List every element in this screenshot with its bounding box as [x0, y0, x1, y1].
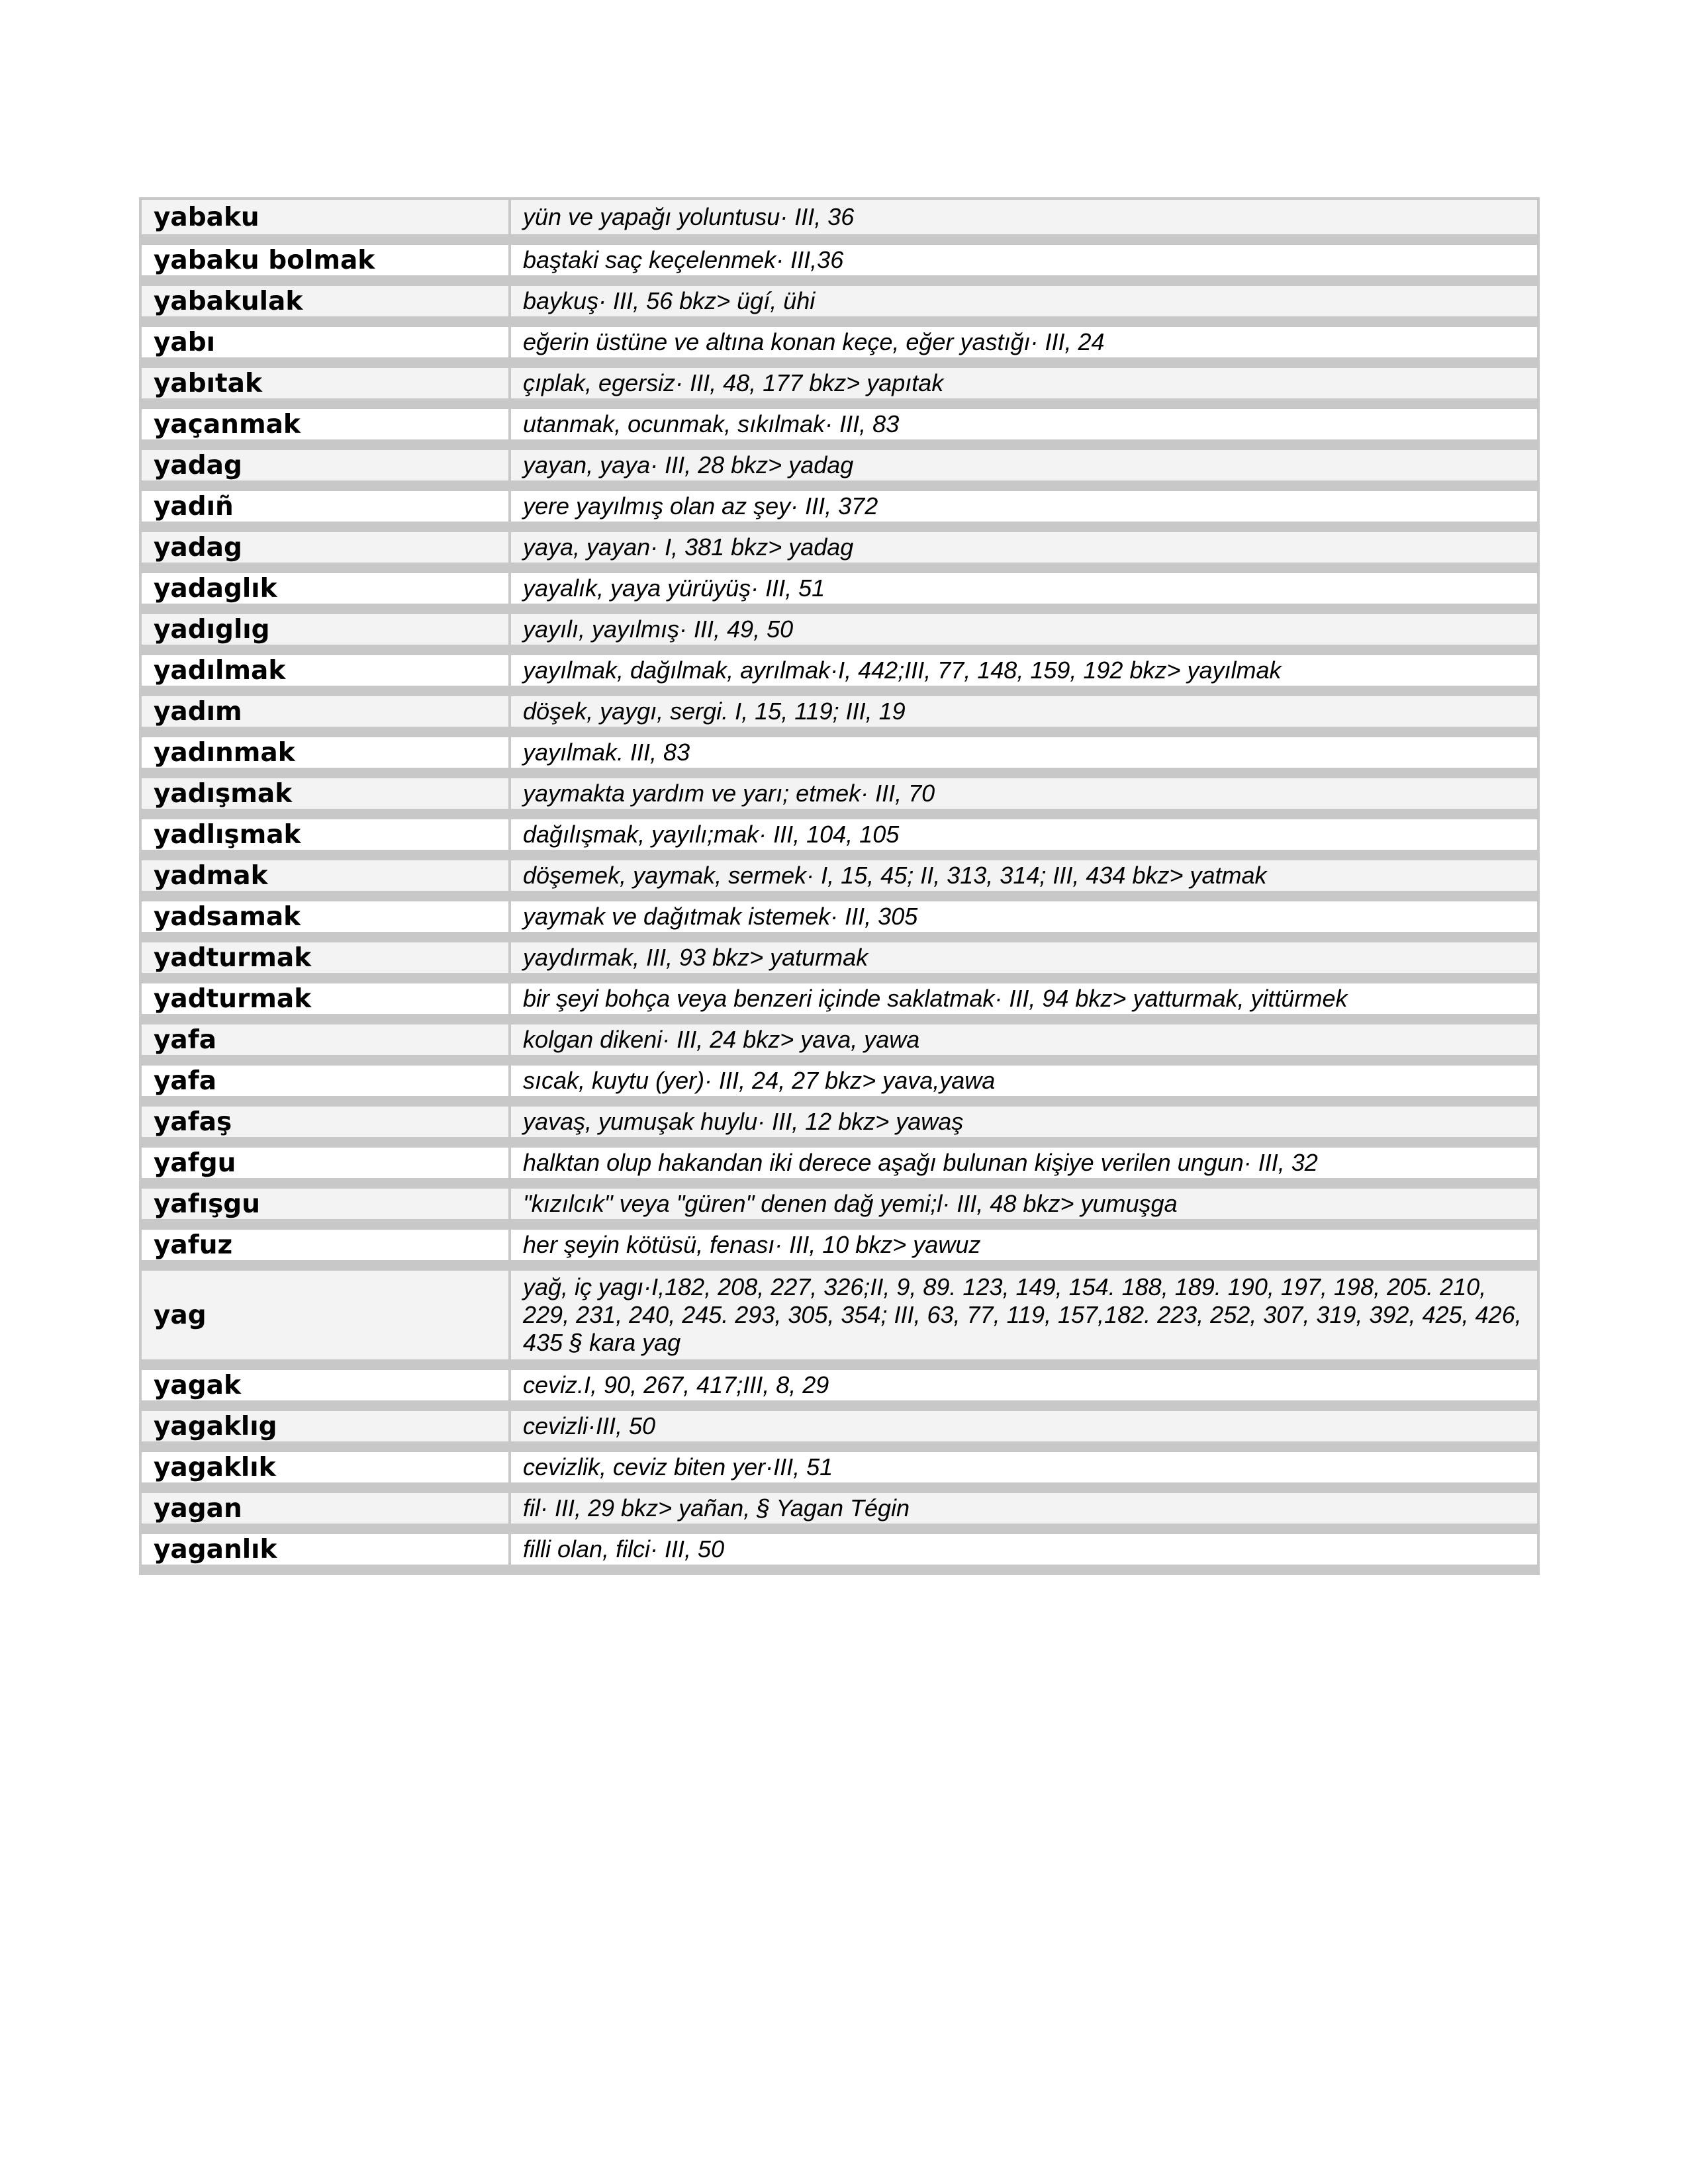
entry-term: yagaklıg: [140, 1406, 510, 1447]
entry-term: yafışgu: [140, 1183, 510, 1224]
table-row: [140, 1019, 1538, 1060]
entry-term: yag: [140, 1265, 510, 1365]
entry-term: yadılmak: [140, 650, 510, 691]
entry-term: yagan: [140, 1488, 510, 1529]
table-row: [140, 1101, 1538, 1142]
table-row: [140, 527, 1538, 568]
entry-term: yaçanmak: [140, 404, 510, 445]
entry-definition: döşek, yaygı, sergi. I, 15, 119; III, 19: [510, 691, 1538, 732]
entry-term: yafgu: [140, 1142, 510, 1183]
table-row: [140, 486, 1538, 527]
entry-definition: utanmak, ocunmak, sıkılmak· III, 83: [510, 404, 1538, 445]
table-row: [140, 1060, 1538, 1101]
table-row: [140, 1142, 1538, 1183]
entry-term: yafa: [140, 1060, 510, 1101]
entry-definition: döşemek, yaymak, sermek· I, 15, 45; II, 313, 314; III, 434 bkz> yatmak: [510, 855, 1538, 896]
entry-definition: "kızılcık" veya "güren" denen dağ yemi;l· III, 48 bkz> yumuşga: [510, 1183, 1538, 1224]
table-row: [140, 199, 1538, 240]
entry-term: yadlışmak: [140, 814, 510, 855]
table-row: [140, 281, 1538, 322]
entry-definition: eğerin üstüne ve altına konan keçe, eğer yastığı· III, 24: [510, 322, 1538, 363]
table-row: [140, 322, 1538, 363]
entry-term: yadışmak: [140, 773, 510, 814]
table-row: [140, 1529, 1538, 1570]
entry-definition: yavaş, yumuşak huylu· III, 12 bkz> yawaş: [510, 1101, 1538, 1142]
table-row: [140, 814, 1538, 855]
entry-term: yadmak: [140, 855, 510, 896]
entry-term: yadınmak: [140, 732, 510, 773]
entry-definition: baykuş· III, 56 bkz> ügí, ühi: [510, 281, 1538, 322]
entry-definition: yaydırmak, III, 93 bkz> yaturmak: [510, 937, 1538, 978]
entry-term: yadaglık: [140, 568, 510, 609]
entry-term: yagak: [140, 1365, 510, 1406]
entry-term: yabaku bolmak: [140, 240, 510, 281]
dictionary-table: [139, 197, 1540, 1575]
entry-definition: yaymakta yardım ve yarı; etmek· III, 70: [510, 773, 1538, 814]
entry-definition: yaya, yayan· I, 381 bkz> yadag: [510, 527, 1538, 568]
table-row: [140, 1488, 1538, 1529]
entry-definition: halktan olup hakandan iki derece aşağı bulunan kişiye verilen ungun· III, 32: [510, 1142, 1538, 1183]
entry-definition: yaymak ve dağıtmak istemek· III, 305: [510, 896, 1538, 937]
table-row: [140, 691, 1538, 732]
entry-definition: yayılı, yayılmış· III, 49, 50: [510, 609, 1538, 650]
entry-term: yadturmak: [140, 937, 510, 978]
entry-definition: fil· III, 29 bkz> yañan, § Yagan Tégin: [510, 1488, 1538, 1529]
entry-definition: çıplak, egersiz· III, 48, 177 bkz> yapıtak: [510, 363, 1538, 404]
table-row: [140, 609, 1538, 650]
entry-definition: bir şeyi bohça veya benzeri içinde saklatmak· III, 94 bkz> yatturmak, yittürmek: [510, 978, 1538, 1019]
table-row: [140, 937, 1538, 978]
entry-term: yagaklık: [140, 1447, 510, 1488]
table-row: [140, 1183, 1538, 1224]
entry-definition: ceviz.I, 90, 267, 417;III, 8, 29: [510, 1365, 1538, 1406]
table-row: [140, 1447, 1538, 1488]
table-row: [140, 773, 1538, 814]
entry-term: yaganlık: [140, 1529, 510, 1570]
entry-term: yafa: [140, 1019, 510, 1060]
table-row: [140, 1406, 1538, 1447]
entry-term: yadıñ: [140, 486, 510, 527]
entry-definition: her şeyin kötüsü, fenası· III, 10 bkz> yawuz: [510, 1224, 1538, 1265]
entry-term: yadag: [140, 445, 510, 486]
table-row: [140, 1224, 1538, 1265]
entry-term: yadıglıg: [140, 609, 510, 650]
entry-definition: yağ, iç yagı·I,182, 208, 227, 326;II, 9, 89. 123, 149, 154. 188, 189. 190, 197, 198, 205. 210, 229, 231, 240, 245. 293, 305, 354; III, 63, 77, 119, 157,182. 223, 252, 307, 319, 392, 425, 426, 435 § kara yag: [510, 1265, 1538, 1365]
entry-definition: cevizlik, ceviz biten yer·III, 51: [510, 1447, 1538, 1488]
entry-definition: dağılışmak, yayılı;mak· III, 104, 105: [510, 814, 1538, 855]
entry-definition: yayılmak. III, 83: [510, 732, 1538, 773]
entry-definition: sıcak, kuytu (yer)· III, 24, 27 bkz> yava,yawa: [510, 1060, 1538, 1101]
entry-term: yabıtak: [140, 363, 510, 404]
table-row: [140, 240, 1538, 281]
table-row: [140, 896, 1538, 937]
entry-term: yafuz: [140, 1224, 510, 1265]
entry-definition: yayılmak, dağılmak, ayrılmak·I, 442;III, 77, 148, 159, 192 bkz> yayılmak: [510, 650, 1538, 691]
table-row: [140, 1265, 1538, 1365]
table-row: [140, 363, 1538, 404]
table-row: [140, 650, 1538, 691]
table-row: [140, 568, 1538, 609]
entry-term: yadım: [140, 691, 510, 732]
entry-term: yabaku: [140, 199, 510, 240]
entry-definition: yere yayılmış olan az şey· III, 372: [510, 486, 1538, 527]
entry-term: yadag: [140, 527, 510, 568]
table-row: [140, 855, 1538, 896]
entry-term: yadsamak: [140, 896, 510, 937]
entry-definition: filli olan, filci· III, 50: [510, 1529, 1538, 1570]
table-row: [140, 1365, 1538, 1406]
table-row: [140, 732, 1538, 773]
table-row: [140, 978, 1538, 1019]
entry-term: yadturmak: [140, 978, 510, 1019]
entry-term: yabakulak: [140, 281, 510, 322]
entry-definition: yün ve yapağı yoluntusu· III, 36: [510, 199, 1538, 240]
entry-definition: baştaki saç keçelenmek· III,36: [510, 240, 1538, 281]
entry-definition: kolgan dikeni· III, 24 bkz> yava, yawa: [510, 1019, 1538, 1060]
table-row: [140, 445, 1538, 486]
entry-term: yabı: [140, 322, 510, 363]
table-row: [140, 404, 1538, 445]
entry-definition: yayan, yaya· III, 28 bkz> yadag: [510, 445, 1538, 486]
entry-definition: yayalık, yaya yürüyüş· III, 51: [510, 568, 1538, 609]
entry-term: yafaş: [140, 1101, 510, 1142]
entry-definition: cevizli·III, 50: [510, 1406, 1538, 1447]
